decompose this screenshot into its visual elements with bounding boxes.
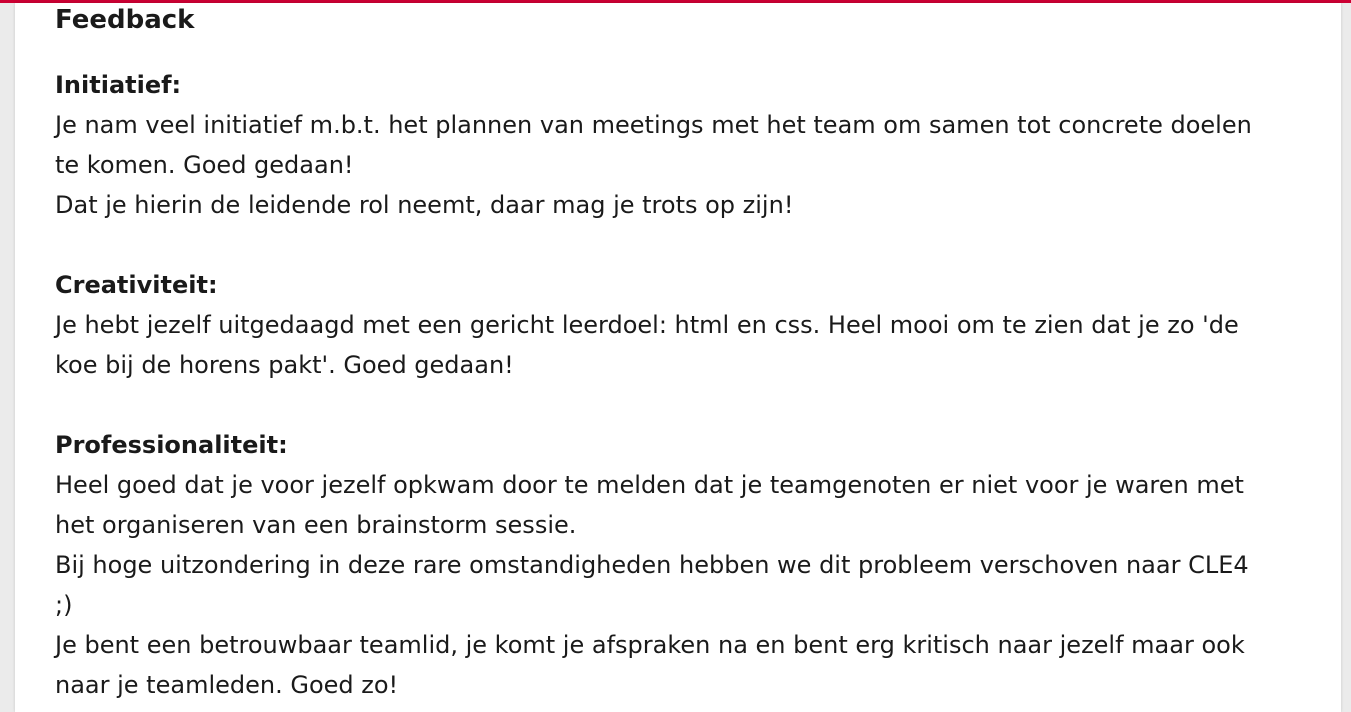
section-text-line: het organiseren van een brainstorm sessie. xyxy=(55,511,577,539)
section-text-line: Je hebt jezelf uitgedaagd met een gericht leerdoel: html en css. Heel mooi om te zien dat je zo 'de xyxy=(55,311,1239,339)
section-text-line: Bij hoge uitzondering in deze rare omstandigheden hebben we dit probleem verschoven naar CLE4 xyxy=(55,551,1249,579)
section-spacer xyxy=(55,385,1325,425)
feedback-content xyxy=(55,3,1325,705)
section-text-line: koe bij de horens pakt'. Goed gedaan! xyxy=(55,351,514,379)
section-label: Initiatief: xyxy=(55,71,182,99)
section-text-line: te komen. Goed gedaan! xyxy=(55,151,354,179)
section-creativiteit xyxy=(55,265,1325,385)
section-text-line: Je bent een betrouwbaar teamlid, je komt je afspraken na en bent erg kritisch naar jezelf maar ook xyxy=(55,631,1245,659)
section-initiatief xyxy=(55,65,1325,225)
section-professionaliteit xyxy=(55,425,1325,705)
section-text-line: Dat je hierin de leidende rol neemt, daar mag je trots op zijn! xyxy=(55,191,794,219)
section-label: Creativiteit: xyxy=(55,271,218,299)
page-title: Feedback xyxy=(55,5,195,35)
section-text-line: Je nam veel initiatief m.b.t. het plannen van meetings met het team om samen tot concrete doelen xyxy=(55,111,1252,139)
feedback-card xyxy=(15,3,1341,712)
feedback-sections xyxy=(55,65,1325,705)
section-text-line: Heel goed dat je voor jezelf opkwam door te melden dat je teamgenoten er niet voor je waren met xyxy=(55,471,1244,499)
section-spacer xyxy=(55,225,1325,265)
section-text-line: naar je teamleden. Goed zo! xyxy=(55,671,399,699)
section-text-line: ;) xyxy=(55,591,73,619)
section-label: Professionaliteit: xyxy=(55,431,288,459)
